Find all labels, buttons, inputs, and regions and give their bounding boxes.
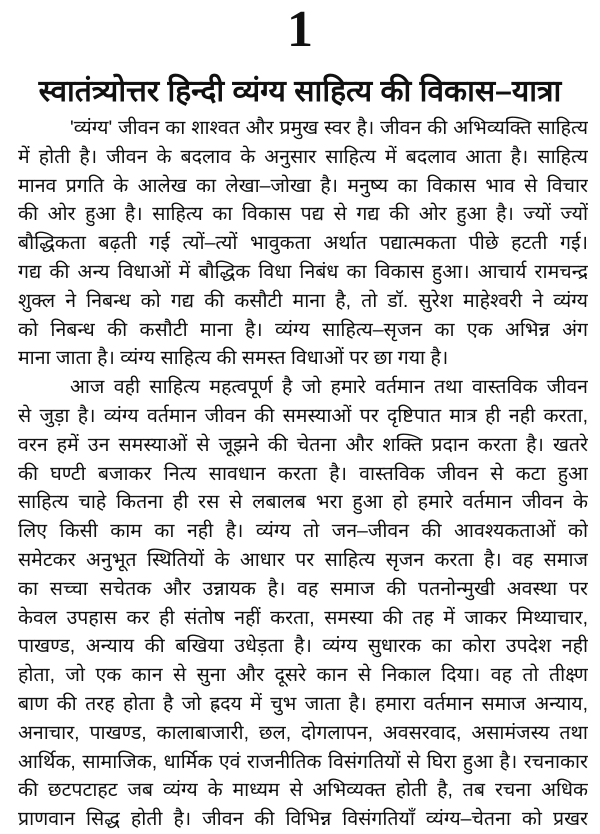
text-line: साहित्य चाहे कितना ही रस से लबालब भरा हुआ हो हमारे वर्तमान जीवन के	[18, 491, 588, 514]
text-line: माना जाता है। व्यंग्य साहित्य की समस्त विधाओं पर छा गया है।	[18, 347, 449, 370]
text-line: पाखण्ड, अन्याय की बखिया उधेड़ता है। व्यंग्य सुधारक का कोरा उपदेश नही	[18, 635, 588, 658]
text-line: आज वही साहित्य महत्वपूर्ण है जो हमारे वर्तमान तथा वास्तविक जीवन	[70, 376, 588, 399]
text-line: लिए किसी काम का नही है। व्यंग्य तो जन–जीवन की आवश्यकताओं को	[18, 520, 588, 543]
text-line: 'व्यंग्य' जीवन का शाश्वत और प्रमुख स्वर है। जीवन की अभिव्यक्ति साहित्य	[70, 117, 588, 139]
text-line: आर्थिक, सामाजिक, धार्मिक एवं राजनीतिक विसंगतियों से घिरा हुआ है। रचनाकार	[18, 750, 588, 773]
text-line: वरन हमें उन समस्याओं से जूझने की चेतना और शक्ति प्रदान करता है। खतरे	[18, 433, 588, 456]
text-line: का सच्चा सचेतक और उन्नायक है। वह समाज की पतनोन्मुखी अवस्था पर	[18, 577, 588, 600]
text-line: गद्य की अन्य विधाओं में बौद्धिक विधा निबंध का विकास हुआ। आचार्य रामचन्द्र	[18, 260, 588, 283]
body-text	[18, 114, 588, 834]
text-line: की घण्टी बजाकर नित्य सावधान करता है। वास्तविक जीवन से कटा हुआ	[18, 462, 588, 485]
text-line: अनाचार, पाखण्ड, कालाबाजारी, छल, दोगलापन, अवसरवाद, असामंजस्य तथा	[18, 721, 588, 744]
text-line: बौद्धिकता बढ़ती गई त्यों–त्यों भावुकता अर्थात पद्यात्मकता पीछे हटती गई।	[18, 232, 588, 255]
text-line: में होती है। जीवन के बदलाव के अनुसार साहित्य में बदलाव आता है। साहित्य	[18, 145, 588, 168]
text-line: को निबन्ध की कसौटी माना है। व्यंग्य साहित्य–सृजन का एक अभिन्न अंग	[18, 318, 588, 341]
text-line: बाण की तरह होता है जो ह्रदय में चुभ जाता है। हमारा वर्तमान समाज अन्याय,	[18, 692, 588, 715]
text-line: प्राणवान सिद्ध होती है। जीवन की विभिन्न विसंगतियाँ व्यंग्य–चेतना को प्रखर	[18, 808, 588, 831]
chapter-number: 1	[287, 1, 313, 58]
text-line: होता, जो एक कान से सुना और दूसरे कान से निकाल दिया। वह तो तीक्ष्ण	[18, 664, 588, 687]
chapter-title: स्वातंत्र्योत्तर हिन्दी व्यंग्य साहित्य की विकास–यात्रा	[38, 75, 562, 108]
text-line: केवल उपहास कर ही संतोष नहीं करता, समस्या की तह में जाकर मिथ्याचार,	[18, 606, 588, 629]
text-line: मानव प्रगति के आलेख का लेखा–जोखा है। मनुष्य का विकास भाव से विचार	[18, 174, 588, 197]
text-line: शुक्ल ने निबन्ध को गद्य की कसौटी माना है, तो डॉ. सुरेश माहेश्वरी ने व्यंग्य	[18, 289, 588, 312]
text-line: की ओर हुआ है। साहित्य का विकास पद्य से गद्य की ओर हुआ है। ज्यों ज्यों	[18, 203, 588, 226]
text-line: की छटपटाहट जब व्यंग्य के माध्यम से अभिव्यक्त होती है, तब रचना अधिक	[18, 779, 588, 802]
text-line: से जुड़ा है। व्यंग्य वर्तमान जीवन की समस्याओं पर दृष्टिपात मात्र ही नही करता,	[18, 404, 588, 427]
text-line: समेटकर अनुभूत स्थितियों के आधार पर साहित्य सृजन करता है। वह समाज	[18, 548, 588, 571]
